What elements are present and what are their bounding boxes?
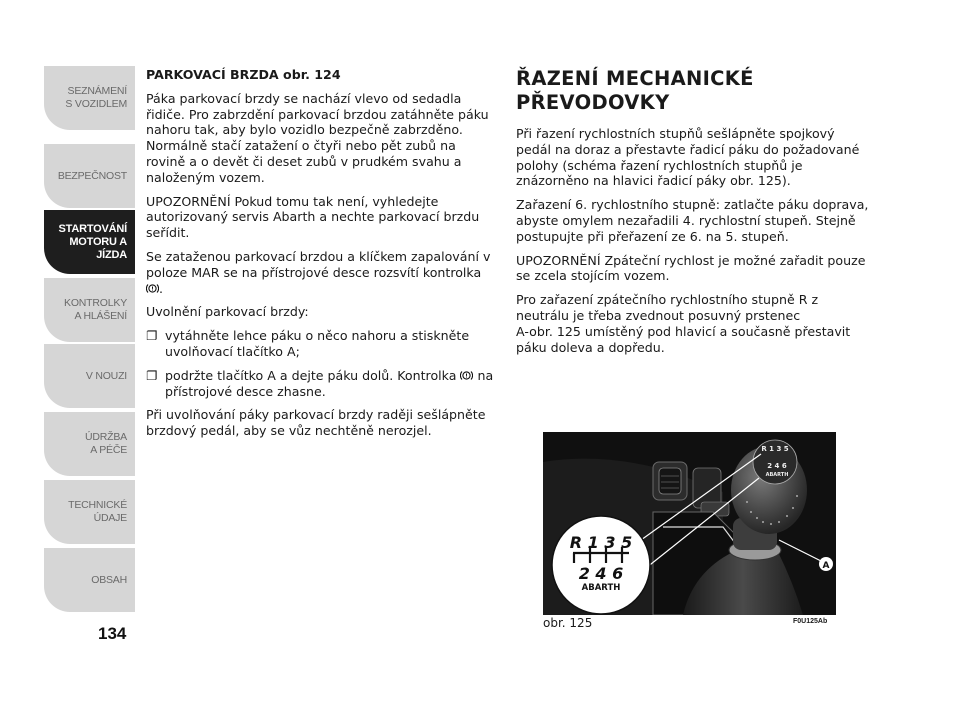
gear-pattern-bottom: 2 4 6 [578,564,624,583]
list-item-text: vytáhněte lehce páku o něco nahoru a stiskněte uvolňovací tlačítko A; [165,328,470,359]
gear-pattern-brand: ABARTH [581,583,621,593]
list-item-text: na přístrojové desce zhasne. [165,367,494,399]
list-item [146,328,496,360]
list-item [146,368,496,400]
section-heading-manual-gearbox [516,67,872,115]
figure-caption: obr. 125 [543,616,593,630]
section-heading-parking-brake: PARKOVACÍ BRZDA obr. 124 [146,67,341,82]
brake-warning-icon [146,281,159,296]
callout-a: A [822,561,830,571]
figure-code: F0U125Ab [793,618,828,625]
knob-gear-bottom: 2 4 6 [767,462,787,470]
right-column [516,67,872,363]
page-number: 134 [98,624,127,643]
text-run: . [159,280,164,296]
tab-udrzba[interactable]: ÚDRŽBA A PÉČE [44,412,135,476]
warning-text: Zpáteční rychlost je možné zařadit pouze se zcela stojícím vozem. [516,252,866,284]
tab-technicke[interactable]: TECHNICKÉ ÚDAJE [44,480,135,544]
tab-seznameni[interactable]: SEZNÁMENÍ S VOZIDLEM [44,66,135,130]
checkbox-bullet-icon: ❐ [146,328,158,344]
list-item-text: podržte tlačítko A a dejte páku dolů. Kontrolka [165,367,461,383]
paragraph: Uvolnění parkovací brzdy: [146,304,309,320]
checkbox-bullet-icon: ❐ [146,367,158,383]
text-run: Pro zařazení zpátečního rychlostního stupně R z neutrálu je třeba zvednout posuvný prstenec [516,292,819,323]
warning-label: UPOZORNĚNÍ [516,252,601,268]
paragraph: Zařazení 6. rychlostního stupně: zatlačte páku doprava, abyste omylem nezařadili 4. rychlostní stupeň. Stejně postupujte při přeřazení ze 6. na 5. stupeň. [516,197,869,244]
warning-paragraph [516,253,872,285]
warning-paragraph [146,194,496,241]
paragraph: Páka parkovací brzdy se nachází vlevo od sedadla řidiče. Pro zabrzdění parkovací brzdou zatáhněte páku nahoru tak, aby bylo vozidlo bezpečně zabrzděno. Normálně stačí zatažení o čtyři nebo pět zubů na rovině a o devět či deset zubů v prudkém svahu a naloženým vozem. [146,90,489,185]
gear-pattern-top: R 1 3 5 [569,533,633,552]
svg-text:!: ! [151,286,154,293]
heading-line: ŘAZENÍ MECHANICKÉ [516,67,754,90]
knob-brand: ABARTH [765,472,789,478]
tab-v-nouzi[interactable]: V NOUZI [44,344,135,408]
text-run: A-obr. 125 umístěný pod hlavicí a současně přestavit páku doleva a dopředu. [516,323,851,355]
paragraph: Při řazení rychlostních stupňů sešlápněte spojkový pedál na doraz a přestavte řadicí páku do požadované polohy (schéma řazení rychlostních stupňů je znázorněno na hlavici řadicí páky obr. 125). [516,126,860,189]
tab-obsah[interactable]: OBSAH [44,548,135,612]
gear-lever-illustration [543,432,836,615]
warning-label: UPOZORNĚNÍ [146,193,231,209]
paragraph [146,249,496,296]
svg-text:!: ! [465,373,469,380]
tab-bezpecnost[interactable]: BEZPEČNOST [44,144,135,208]
left-column [146,67,496,447]
warning-text: Pokud tomu tak není, vyhledejte autorizovaný servis Abarth a nechte parkovací brzdu seřídit. [146,193,480,241]
paragraph [516,292,872,355]
brake-warning-icon [460,368,473,383]
tab-kontrolky[interactable]: KONTROLKY A HLÁŠENÍ [44,278,135,342]
paragraph: Při uvolňování páky parkovací brzdy raději sešlápněte brzdový pedál, aby se vůz nechtěně nerozjel. [146,407,486,439]
tab-startovani[interactable]: STARTOVÁNÍ MOTORU A JÍZDA [44,210,135,274]
heading-line: PŘEVODOVKY [516,91,670,114]
knob-gear-top: R 1 3 5 [761,445,789,453]
text-run: Se zataženou parkovací brzdou a klíčkem zapalování v poloze MAR se na přístrojové desce rozsvítí kontrolka [146,248,491,280]
